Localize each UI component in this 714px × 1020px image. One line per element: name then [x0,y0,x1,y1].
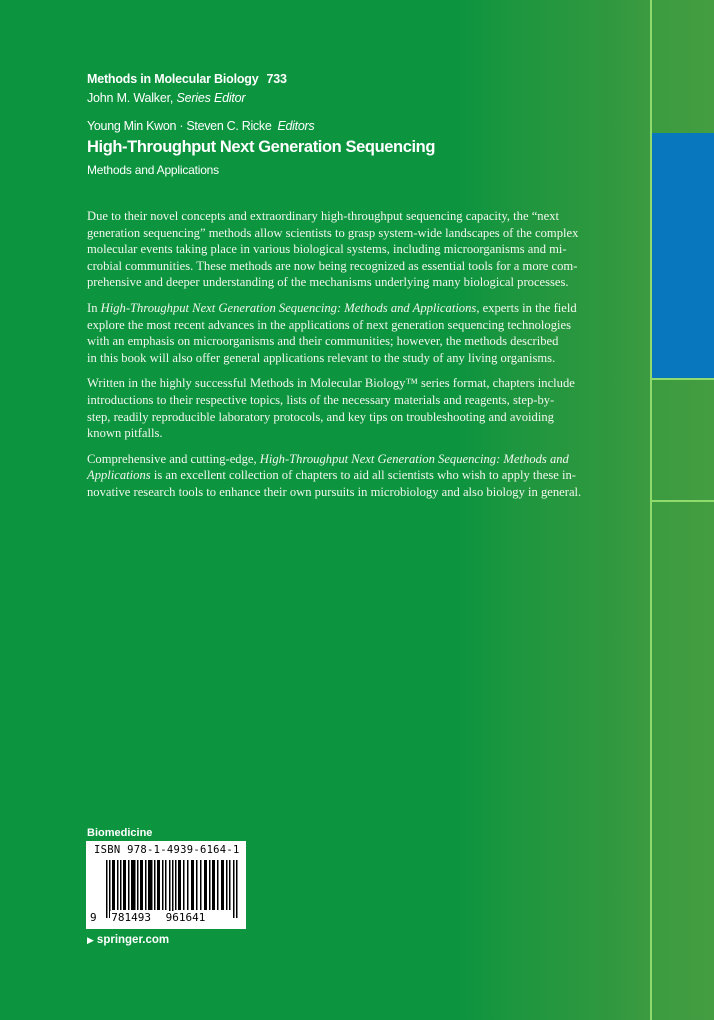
barcode-digits [89,911,206,924]
editors-names: Young Min Kwon · Steven C. Ricke [87,119,272,133]
book-title: High-Throughput Next Generation Sequencing [87,138,436,156]
text-line: step, readily reproducible laboratory protocols, and key tips on troubleshooting and avoiding [87,409,554,424]
text-segment: , experts in the field [476,300,577,315]
accent-line-lower [652,500,714,502]
text-line: generation sequencing” methods allow scientists to grasp system-wide landscapes of the complex [87,225,579,240]
text-line: crobial communities. These methods are now being recognized as essential tools for a more com- [87,258,578,273]
accent-line-upper [652,378,714,380]
text-segment: In [87,300,101,315]
series-editor-name: John M. Walker, [87,91,174,105]
series-heading [87,72,287,86]
text-line: explore the most recent advances in the applications of next generation sequencing technologies [87,317,571,332]
isbn-barcode [86,841,246,929]
text-segment: Comprehensive and cutting-edge, [87,451,260,466]
barcode-bars-icon [106,860,238,918]
text-line: in this book will also offer general applications relevant to the study of any living organisms. [87,350,556,365]
text-line [87,300,612,317]
barcode-digit-group: 781493 [111,911,151,924]
isbn-label: ISBN 978-1-4939-6164-1 [94,844,240,856]
book-title-italic: Applications [87,468,151,483]
series-name: Methods in Molecular Biology [87,72,259,86]
subject-category: Biomedicine [87,827,153,839]
barcode-digit-group: 961641 [165,911,206,924]
book-subtitle: Methods and Applications [87,163,219,177]
description-paragraph-2 [87,300,612,366]
book-editors [87,119,314,133]
description-paragraph-3 [87,375,612,441]
text-line: Due to their novel concepts and extraordinary high-throughput sequencing capacity, the “next [87,209,559,223]
text-line: novative research tools to enhance their own pursuits in microbiology and also biology in general. [87,484,582,499]
text-line: introductions to their respective topics, lists of the necessary materials and reagents, step-by- [87,392,555,407]
text-line [87,467,612,484]
series-number: 733 [266,72,287,86]
description-paragraph-1 [87,208,612,291]
text-line: with an emphasis on microorganisms and their communities; however, the methods described [87,334,559,349]
book-title-italic: High-Throughput Next Generation Sequencing: Methods and [259,451,569,466]
series-editor [87,91,245,105]
text-line: Written in the highly successful Methods in Molecular Biology™ series format, chapters include [87,376,575,391]
springer-link[interactable] [87,934,169,946]
description-paragraph-4 [87,451,612,501]
series-editor-role: Series Editor [176,91,246,105]
description-text [87,208,612,510]
springer-link-text[interactable]: springer.com [96,934,170,946]
barcode-digit-group: 9 [90,911,97,924]
book-title-italic: High-Throughput Next Generation Sequencing: Methods and Applications [100,300,477,315]
text-segment: is an excellent collection of chapters to aid all scientists who wish to apply these in- [150,468,576,483]
blue-accent-block [652,133,714,378]
editors-role: Editors [277,119,315,133]
text-line [87,451,612,468]
triangle-right-icon: ▶ [87,935,94,945]
text-line: prehensive and deeper understanding of the mechanisms underlying many biological processes. [87,275,569,290]
text-line: molecular events taking place in various biological systems, including microorganisms and mi- [87,242,567,257]
text-line: known pitfalls. [87,426,163,441]
